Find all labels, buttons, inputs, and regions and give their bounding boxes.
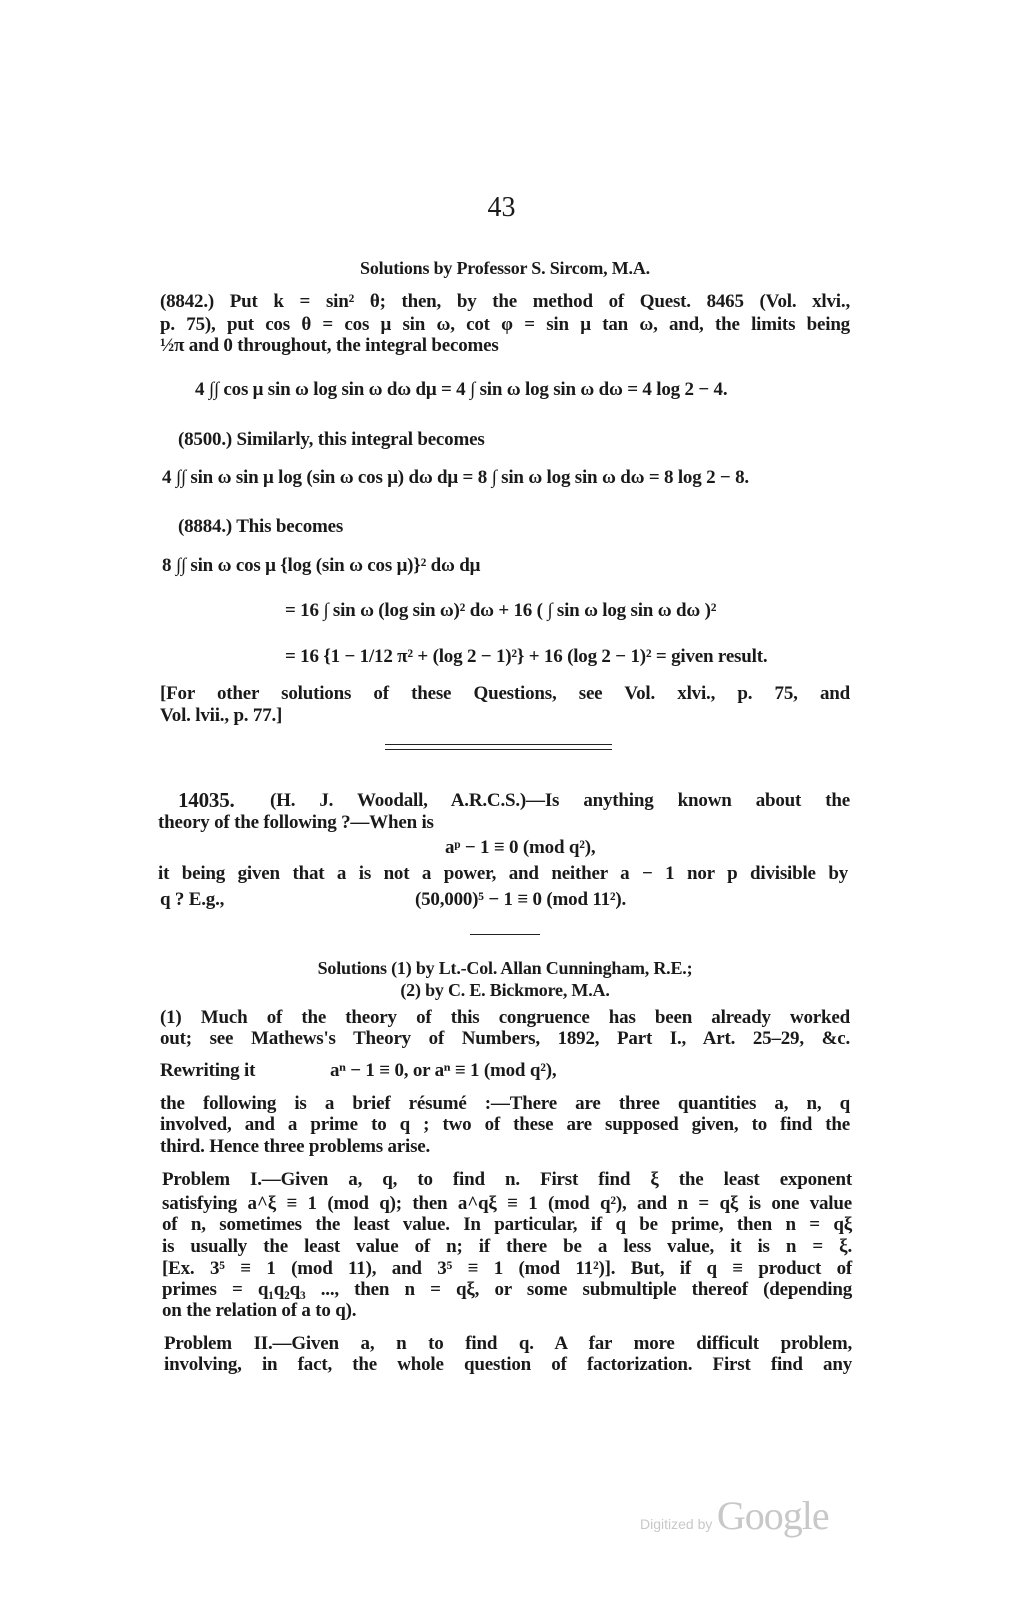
paragraph-line: the following is a brief résumé :—There are three quantities a, n, q (160, 1093, 850, 1114)
equation: 4 ∫∫ cos μ sin ω log sin ω dω dμ = 4 ∫ sin ω log sin ω dω = 4 log 2 − 4. (195, 379, 728, 400)
note-line: [For other solutions of these Questions, see Vol. xlvi., p. 75, and (160, 683, 850, 704)
paragraph-line: on the relation of a to q). (162, 1300, 357, 1321)
question-line: (H. J. Woodall, A.R.C.S.)—Is anything known about the (270, 790, 850, 811)
section-header: Solutions by Professor S. Sircom, M.A. (360, 258, 650, 278)
paragraph-line: third. Hence three problems arise. (160, 1136, 431, 1157)
question-line: it being given that a is not a power, and neither a − 1 nor p divisible by (158, 863, 848, 884)
page-number: 43 (487, 192, 516, 223)
paragraph-line: Problem I.—Given a, q, to find n. First find ξ the least exponent (162, 1169, 852, 1190)
paragraph-line: is usually the least value of n; if there be a less value, it is n = ξ. (162, 1236, 852, 1257)
paragraph-line: (8884.) This becomes (178, 516, 344, 537)
equation: aⁿ − 1 ≡ 0, or aⁿ ≡ 1 (mod q²), (330, 1060, 557, 1081)
paragraph-line: Problem II.—Given a, n to find q. A far more difficult problem, (164, 1333, 852, 1354)
question-number: 14035. (178, 788, 235, 812)
equation: 8 ∫∫ sin ω cos μ {log (sin ω cos μ)}² dω dμ (162, 555, 481, 576)
paragraph-line: (8500.) Similarly, this integral becomes (178, 429, 485, 450)
equation: = 16 {1 − 1/12 π² + (log 2 − 1)²} + 16 (log 2 − 1)² = given result. (285, 646, 768, 667)
equation: aᵖ − 1 ≡ 0 (mod q²), (445, 837, 596, 858)
paragraph-line: primes = q₁q₂q₃ ..., then n = qξ, or some submultiple thereof (depending (162, 1279, 852, 1300)
watermark-logo: Google (716, 1493, 829, 1538)
section-header: (2) by C. E. Bickmore, M.A. (400, 980, 610, 1000)
equation: = 16 ∫ sin ω (log sin ω)² dω + 16 ( ∫ sin ω log sin ω dω )² (285, 600, 717, 621)
paragraph-line: involved, and a prime to q ; two of these are supposed given, to find the (160, 1114, 850, 1135)
paragraph-line: involving, in fact, the whole question of factorization. First find any (164, 1354, 852, 1375)
paragraph-line: Rewriting it (160, 1060, 256, 1081)
divider (470, 934, 540, 935)
question-line: theory of the following ?—When is (158, 812, 434, 833)
section-header: Solutions (1) by Lt.-Col. Allan Cunningham, R.E.; (317, 958, 693, 978)
google-watermark (640, 1492, 829, 1539)
paragraph-line: satisfying a^ξ ≡ 1 (mod q); then a^qξ ≡ 1 (mod q²), and n = qξ is one value (162, 1193, 852, 1214)
divider (385, 749, 612, 750)
paragraph-line: of n, sometimes the least value. In particular, if q be prime, then n = qξ (162, 1214, 852, 1235)
paragraph-line: (8842.) Put k = sin² θ; then, by the method of Quest. 8465 (Vol. xlvi., (160, 291, 850, 312)
divider (385, 744, 612, 745)
equation: 4 ∫∫ sin ω sin μ log (sin ω cos μ) dω dμ = 8 ∫ sin ω log sin ω dω = 8 log 2 − 8. (162, 467, 749, 488)
equation: (50,000)⁵ − 1 ≡ 0 (mod 11²). (415, 889, 627, 910)
question-line: q ? E.g., (160, 889, 225, 910)
paragraph-line: [Ex. 3⁵ ≡ 1 (mod 11), and 3⁵ ≡ 1 (mod 11²)]. But, if q ≡ product of (162, 1258, 852, 1279)
watermark-prefix: Digitized by (640, 1516, 713, 1532)
paragraph-line: (1) Much of the theory of this congruence has been already worked (160, 1007, 850, 1028)
paragraph-line: ½π and 0 throughout, the integral becomes (160, 335, 499, 356)
note-line: Vol. lvii., p. 77.] (160, 705, 283, 726)
paragraph-line: p. 75), put cos θ = cos μ sin ω, cot φ = sin μ tan ω, and, the limits being (160, 314, 850, 335)
paragraph-line: out; see Mathews's Theory of Numbers, 1892, Part I., Art. 25–29, &c. (160, 1028, 850, 1049)
